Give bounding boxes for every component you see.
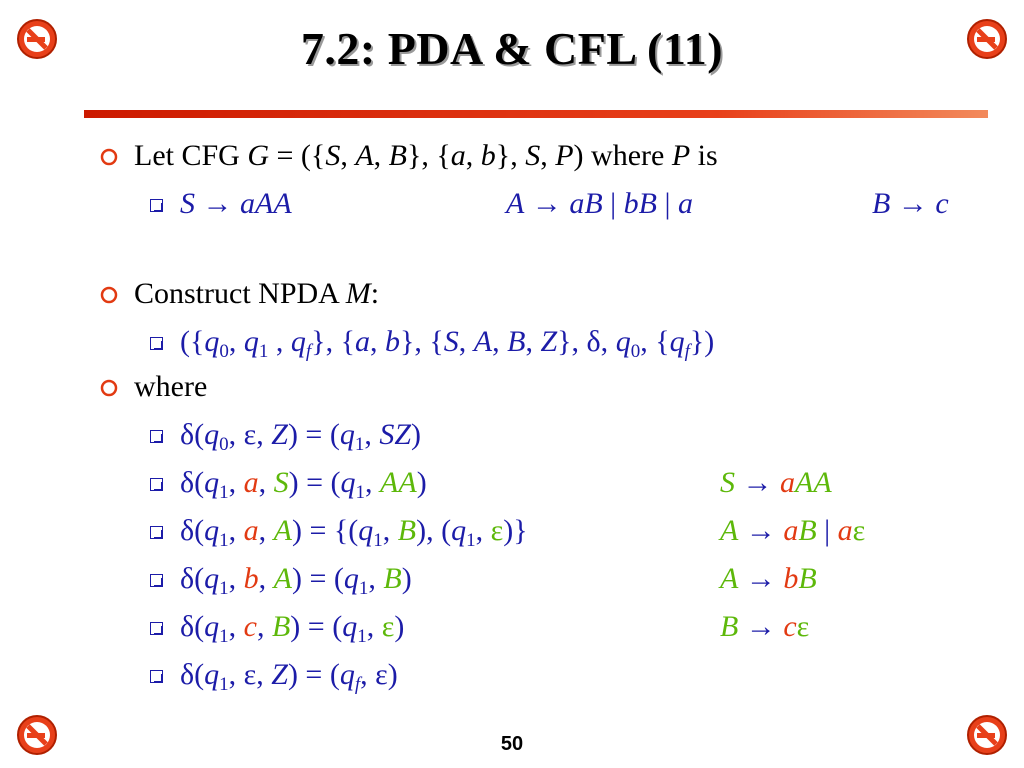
checkbox-bullet-icon [150, 478, 163, 491]
cfg-definition: Let CFG G = ({S, A, B}, {a, b}, S, P) where P is [134, 139, 718, 172]
circle-bullet-icon [100, 379, 118, 397]
circle-bullet-icon [100, 148, 118, 166]
rule-annotation-4: B → cε [720, 610, 810, 643]
transition-3: $\delta(q_1$, a, $A) = \{(q_1$, B), ($q_1$, ε)} [180, 514, 528, 551]
intro-text: Let CFG [134, 139, 240, 172]
transition-2: $\delta(q_1$, a, $S) = (q_1$, AA) [180, 466, 427, 503]
circle-bullet-icon [100, 286, 118, 304]
transition-5: $\delta(q_1$, c, $B) = (q_1$, ε) [180, 610, 405, 647]
page-number: 50 [500, 733, 524, 755]
construct-heading: Construct NPDA M: [134, 277, 380, 310]
intro-is: is [697, 139, 718, 172]
checkbox-bullet-icon [150, 199, 163, 212]
checkbox-bullet-icon [150, 622, 163, 635]
checkbox-bullet-icon [150, 337, 163, 350]
production-1: S → aAA [180, 187, 292, 220]
production-3: B → c [872, 187, 949, 220]
rule-annotation-2: A → aB | aε [720, 514, 866, 547]
production-2: A → aB | bB | a [506, 187, 694, 220]
checkbox-bullet-icon [150, 574, 163, 587]
transition-4: $\delta(q_1$, b, $A) = (q_1$, B) [180, 562, 412, 599]
checkbox-bullet-icon [150, 670, 163, 683]
transition-1: $\delta(q_0$, ε, $Z) = (q_1$, SZ) [180, 418, 422, 455]
transition-6: $\delta(q_1$, ε, $Z) = (q_f$, ε) [180, 658, 398, 695]
rule-annotation-1: S → aAA [720, 466, 832, 499]
intro-where: where [591, 139, 665, 172]
construct-text: Construct NPDA [134, 277, 339, 310]
where-heading [134, 369, 207, 405]
checkbox-bullet-icon [150, 430, 163, 443]
title-divider [84, 110, 988, 118]
title-text: PDA & CFL (11) [387, 23, 724, 74]
checkbox-bullet-icon [150, 526, 163, 539]
section-number: 7.2: [300, 23, 376, 74]
rule-annotation-3: A → bB [720, 562, 817, 595]
slide-title [0, 22, 1024, 75]
npda-tuple: ({$q_0$, $q_1$ , $q_f$}, {a, b}, {S, A, B, Z}, δ, $q_0$, $\{q_f\}$) [180, 325, 715, 362]
where-text: where [134, 370, 208, 403]
